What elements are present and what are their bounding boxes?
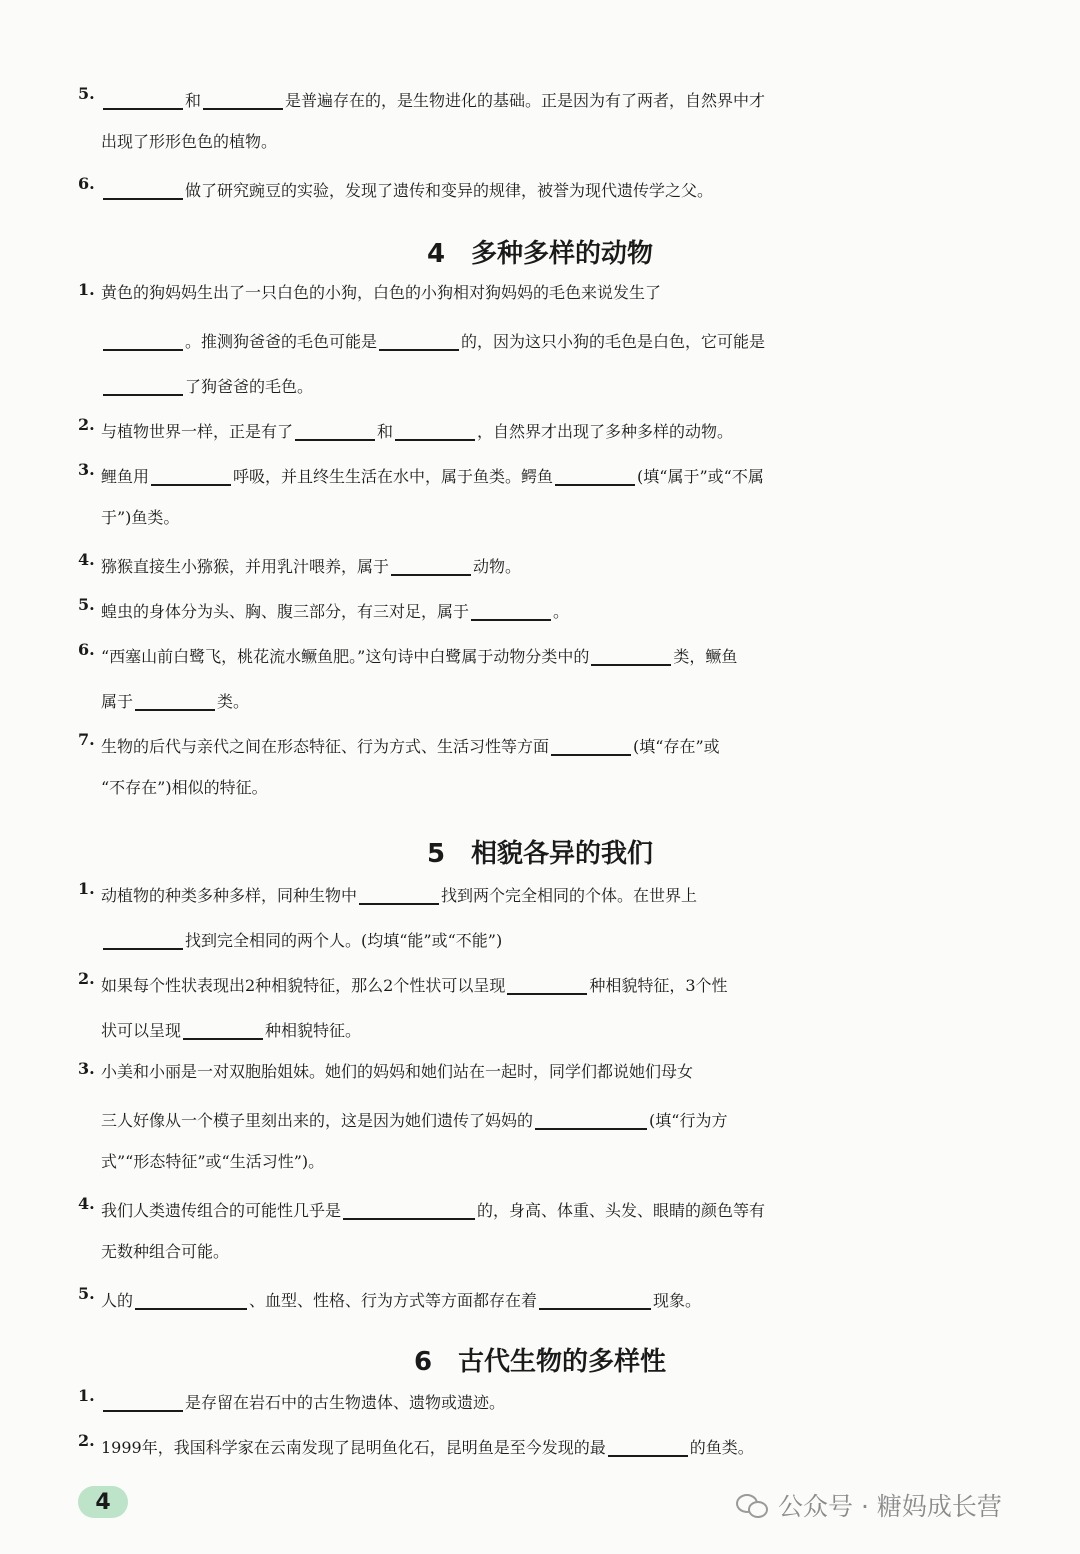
answer-blank[interactable] — [135, 685, 215, 711]
question-number: 2. — [78, 969, 95, 988]
answer-blank[interactable] — [591, 640, 671, 666]
question-b1-line2 — [101, 325, 765, 370]
answer-blank[interactable] — [103, 325, 183, 351]
question-text: 黄色的狗妈妈生出了一只白色的小狗，白色的小狗相对狗妈妈的毛色来说发生了 — [101, 283, 662, 302]
question-text: (填“行为方 — [649, 1111, 728, 1130]
question-text: 于”)鱼类。 — [101, 508, 180, 527]
question-c3-line2 — [101, 1104, 727, 1149]
question-text: 三人好像从一个模子里刻出来的，这是因为她们遗传了妈妈的 — [101, 1111, 534, 1130]
question-text: 如果每个性状表现出2种相貌特征，那么2个性状可以呈现 — [101, 976, 506, 995]
question-text: 是存留在岩石中的古生物遗体、遗物或遗迹。 — [185, 1393, 506, 1412]
question-number: 2. — [78, 1431, 95, 1450]
question-text: 鲤鱼用 — [101, 467, 150, 486]
answer-blank[interactable] — [471, 595, 551, 621]
answer-blank[interactable] — [203, 84, 283, 110]
question-text: 找到完全相同的两个人。(均填“能”或“不能”) — [185, 931, 503, 950]
answer-blank[interactable] — [103, 924, 183, 950]
section-title: 相貌各异的我们 — [471, 839, 654, 869]
question-text: (填“存在”或 — [633, 737, 720, 756]
question-text: 是普遍存在的，是生物进化的基础。正是因为有了两者，自然界中才 — [285, 91, 766, 110]
question-text: 种相貌特征，3个性 — [589, 976, 728, 995]
answer-blank[interactable] — [391, 550, 471, 576]
question-text: 现象。 — [653, 1291, 702, 1310]
answer-blank[interactable] — [555, 460, 635, 486]
question-text: 。推测狗爸爸的毛色可能是 — [185, 332, 378, 351]
question-number: 7. — [78, 730, 95, 749]
answer-blank[interactable] — [103, 174, 183, 200]
question-text: 动植物的种类多种多样，同种生物中 — [101, 886, 358, 905]
section-heading-4 — [0, 232, 1080, 277]
question-text: 。 — [553, 602, 570, 621]
section-number: 6 — [413, 1347, 433, 1377]
section-number: 4 — [426, 239, 446, 269]
question-text: 做了研究豌豆的实验，发现了遗传和变异的规律，被誉为现代遗传学之父。 — [185, 181, 714, 200]
question-number: 1. — [78, 1386, 95, 1405]
question-text: 和 — [185, 91, 202, 110]
question-text: 小美和小丽是一对双胞胎姐妹。她们的妈妈和她们站在一起时，同学们都说她们母女 — [101, 1062, 694, 1081]
page-number: 4 — [95, 1489, 111, 1515]
answer-blank[interactable] — [103, 1386, 183, 1412]
question-number: 1. — [78, 280, 95, 299]
question-number: 5. — [78, 595, 95, 614]
question-text: 人的 — [101, 1291, 134, 1310]
wechat-icon — [736, 1492, 768, 1518]
question-number: 6. — [78, 640, 95, 659]
question-text: 我们人类遗传组合的可能性几乎是 — [101, 1201, 342, 1220]
question-text: 种相貌特征。 — [265, 1021, 362, 1040]
answer-blank[interactable] — [151, 460, 231, 486]
section-heading-6 — [0, 1340, 1080, 1385]
answer-blank[interactable] — [295, 415, 375, 441]
question-text: 无数种组合可能。 — [101, 1242, 230, 1261]
question-number: 1. — [78, 879, 95, 898]
question-number: 4. — [78, 1194, 95, 1213]
watermark-text: 公众号 · 糖妈成长营 — [778, 1492, 1002, 1521]
section-heading-5 — [0, 832, 1080, 877]
question-text: 式”“形态特征”或“生活习性”)。 — [101, 1152, 325, 1171]
answer-blank[interactable] — [535, 1104, 647, 1130]
question-text: 蝗虫的身体分为头、胸、腹三部分，有三对足，属于 — [101, 602, 470, 621]
question-text: 属于 — [101, 692, 134, 711]
answer-blank[interactable] — [343, 1194, 475, 1220]
answer-blank[interactable] — [379, 325, 459, 351]
question-text: 的，身高、体重、头发、眼睛的颜色等有 — [477, 1201, 766, 1220]
question-number: 3. — [78, 1059, 95, 1078]
answer-blank[interactable] — [103, 370, 183, 396]
section-title: 多种多样的动物 — [471, 239, 654, 269]
question-text: 动物。 — [473, 557, 522, 576]
question-number: 6. — [78, 174, 95, 193]
question-number: 3. — [78, 460, 95, 479]
section-number: 5 — [426, 839, 446, 869]
answer-blank[interactable] — [539, 1284, 651, 1310]
question-text: 呼吸，并且终生生活在水中，属于鱼类。鳄鱼 — [233, 467, 554, 486]
question-text: 、血型、性格、行为方式等方面都存在着 — [249, 1291, 538, 1310]
answer-blank[interactable] — [608, 1431, 688, 1457]
question-b6-line2 — [101, 685, 249, 730]
question-text: 的鱼类。 — [689, 1438, 754, 1457]
question-number: 4. — [78, 550, 95, 569]
question-text: 生物的后代与亲代之间在形态特征、行为方式、生活习性等方面 — [101, 737, 550, 756]
question-text: 状可以呈现 — [101, 1021, 182, 1040]
question-text: (填“属于”或“不属 — [637, 467, 764, 486]
question-text: 与植物世界一样，正是有了 — [101, 422, 294, 441]
question-text: 了狗爸爸的毛色。 — [185, 377, 314, 396]
answer-blank[interactable] — [551, 730, 631, 756]
watermark — [736, 1488, 1002, 1522]
question-text: “不存在”)相似的特征。 — [101, 778, 268, 797]
answer-blank[interactable] — [395, 415, 475, 441]
question-number: 5. — [78, 84, 95, 103]
question-text: 的，因为这只小狗的毛色是白色，它可能是 — [461, 332, 766, 351]
answer-blank[interactable] — [103, 84, 183, 110]
question-number: 2. — [78, 415, 95, 434]
question-text: 和 — [377, 422, 394, 441]
page-number-badge — [78, 1486, 128, 1518]
question-text: “西塞山前白鹭飞，桃花流水鳜鱼肥。”这句诗中白鹭属于动物分类中的 — [101, 647, 590, 666]
question-c2-line2 — [101, 1014, 361, 1059]
question-text: 出现了形形色色的植物。 — [101, 132, 278, 151]
question-number: 5. — [78, 1284, 95, 1303]
answer-blank[interactable] — [359, 879, 439, 905]
question-text: ，自然界才出现了多种多样的动物。 — [477, 422, 734, 441]
question-text: 猕猴直接生小猕猴，并用乳汁喂养，属于 — [101, 557, 390, 576]
question-b1-line3 — [101, 370, 313, 415]
question-text: 找到两个完全相同的个体。在世界上 — [441, 886, 698, 905]
section-title: 古代生物的多样性 — [458, 1347, 667, 1377]
question-c1-line2 — [101, 924, 502, 969]
answer-blank[interactable] — [507, 969, 587, 995]
answer-blank[interactable] — [135, 1284, 247, 1310]
question-text: 1999年，我国科学家在云南发现了昆明鱼化石，昆明鱼是至今发现的最 — [101, 1438, 606, 1457]
question-text: 类。 — [217, 692, 250, 711]
question-text: 类，鳜鱼 — [673, 647, 738, 666]
answer-blank[interactable] — [183, 1014, 263, 1040]
